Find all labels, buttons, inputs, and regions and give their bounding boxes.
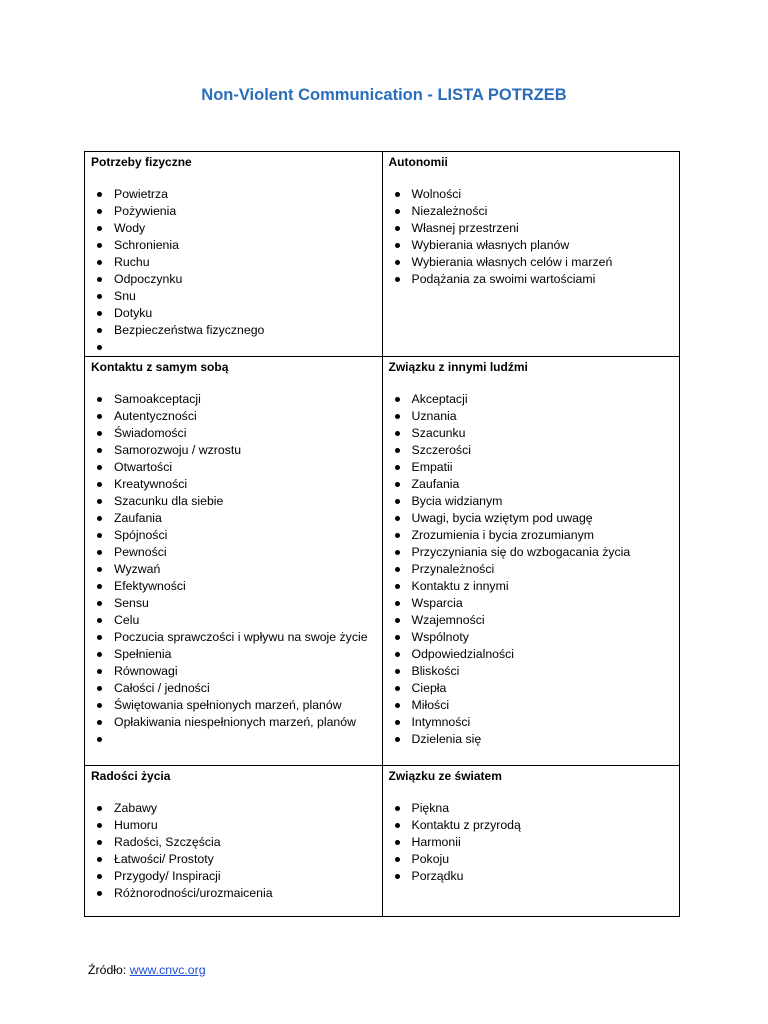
section-title: Związku ze światem bbox=[388, 769, 502, 783]
list-item: Kontaktu z przyrodą bbox=[389, 817, 674, 834]
list-item: Piękna bbox=[389, 800, 674, 817]
list-item: Przynależności bbox=[389, 561, 674, 578]
list-item: Pewności bbox=[91, 544, 376, 561]
list-item: Uznania bbox=[389, 408, 674, 425]
list-item: Harmonii bbox=[389, 834, 674, 851]
list-item: Wolności bbox=[389, 186, 674, 203]
list-item: Akceptacji bbox=[389, 391, 674, 408]
list-item: Opłakiwania niespełnionych marzeń, planów bbox=[91, 714, 376, 731]
list-item: Zabawy bbox=[91, 800, 376, 817]
list-item: Schronienia bbox=[91, 237, 376, 254]
list-item: Otwartości bbox=[91, 459, 376, 476]
list-item: Łatwości/ Prostoty bbox=[91, 851, 376, 868]
list-item: Wyzwań bbox=[91, 561, 376, 578]
list-item: Zrozumienia i bycia zrozumianym bbox=[389, 527, 674, 544]
list-item: Własnej przestrzeni bbox=[389, 220, 674, 237]
list-item: Bezpieczeństwa fizycznego bbox=[91, 322, 376, 339]
list-item: Przygody/ Inspiracji bbox=[91, 868, 376, 885]
section-cell bbox=[382, 766, 680, 917]
list-item: Celu bbox=[91, 612, 376, 629]
list-item: Autentyczności bbox=[91, 408, 376, 425]
needs-list bbox=[389, 391, 674, 748]
list-item: Zaufania bbox=[91, 510, 376, 527]
list-item: Snu bbox=[91, 288, 376, 305]
list-item: Przyczyniania się do wzbogacania życia bbox=[389, 544, 674, 561]
list-item: Bycia widzianym bbox=[389, 493, 674, 510]
list-item: Szacunku dla siebie bbox=[91, 493, 376, 510]
list-item: Empatii bbox=[389, 459, 674, 476]
needs-table bbox=[84, 151, 680, 917]
list-item: Dzielenia się bbox=[389, 731, 674, 748]
page-title: Non-Violent Communication - LISTA POTRZEB bbox=[201, 86, 567, 104]
list-item: Bliskości bbox=[389, 663, 674, 680]
list-item: Uwagi, bycia wziętym pod uwagę bbox=[389, 510, 674, 527]
list-item: Wybierania własnych planów bbox=[389, 237, 674, 254]
list-item: Niezależności bbox=[389, 203, 674, 220]
list-item: Szczerości bbox=[389, 442, 674, 459]
section-title: Kontaktu z samym sobą bbox=[91, 360, 229, 374]
needs-list bbox=[389, 186, 674, 288]
list-item: Zaufania bbox=[389, 476, 674, 493]
section-title: Autonomii bbox=[388, 155, 448, 169]
needs-list bbox=[389, 800, 674, 885]
list-item: Kreatywności bbox=[91, 476, 376, 493]
source-footer bbox=[88, 963, 206, 977]
section-title: Radości życia bbox=[91, 769, 171, 783]
section-cell bbox=[382, 357, 680, 766]
list-item: Całości / jedności bbox=[91, 680, 376, 697]
section-title: Potrzeby fizyczne bbox=[91, 155, 192, 169]
list-item: Różnorodności/urozmaicenia bbox=[91, 885, 376, 902]
needs-list bbox=[91, 186, 376, 356]
source-label: Źródło: bbox=[88, 963, 130, 977]
needs-list bbox=[91, 391, 376, 748]
list-item: Wody bbox=[91, 220, 376, 237]
list-item: Szacunku bbox=[389, 425, 674, 442]
list-item: Radości, Szczęścia bbox=[91, 834, 376, 851]
section-title: Związku z innymi ludźmi bbox=[388, 360, 528, 374]
section-cell bbox=[85, 152, 383, 357]
list-item: Równowagi bbox=[91, 663, 376, 680]
list-item: Odpowiedzialności bbox=[389, 646, 674, 663]
list-item: Sensu bbox=[91, 595, 376, 612]
needs-list bbox=[91, 800, 376, 902]
list-item bbox=[91, 731, 376, 748]
list-item: Humoru bbox=[91, 817, 376, 834]
list-item: Spójności bbox=[91, 527, 376, 544]
list-item: Powietrza bbox=[91, 186, 376, 203]
section-cell bbox=[85, 766, 383, 917]
list-item: Wzajemności bbox=[389, 612, 674, 629]
list-item: Dotyku bbox=[91, 305, 376, 322]
section-cell bbox=[382, 152, 680, 357]
list-item: Pokoju bbox=[389, 851, 674, 868]
list-item: Samorozwoju / wzrostu bbox=[91, 442, 376, 459]
list-item: Spełnienia bbox=[91, 646, 376, 663]
list-item: Poczucia sprawczości i wpływu na swoje życie bbox=[91, 629, 376, 646]
list-item: Intymności bbox=[389, 714, 674, 731]
list-item: Porządku bbox=[389, 868, 674, 885]
list-item: Świadomości bbox=[91, 425, 376, 442]
list-item: Pożywienia bbox=[91, 203, 376, 220]
list-item bbox=[91, 339, 376, 356]
section-cell bbox=[85, 357, 383, 766]
list-item: Ciepła bbox=[389, 680, 674, 697]
list-item: Wspólnoty bbox=[389, 629, 674, 646]
list-item: Świętowania spełnionych marzeń, planów bbox=[91, 697, 376, 714]
source-link[interactable]: www.cnvc.org bbox=[129, 963, 206, 977]
list-item: Samoakceptacji bbox=[91, 391, 376, 408]
list-item: Kontaktu z innymi bbox=[389, 578, 674, 595]
list-item: Efektywności bbox=[91, 578, 376, 595]
list-item: Ruchu bbox=[91, 254, 376, 271]
list-item: Miłości bbox=[389, 697, 674, 714]
list-item: Odpoczynku bbox=[91, 271, 376, 288]
list-item: Wybierania własnych celów i marzeń bbox=[389, 254, 674, 271]
list-item: Wsparcia bbox=[389, 595, 674, 612]
list-item: Podążania za swoimi wartościami bbox=[389, 271, 674, 288]
